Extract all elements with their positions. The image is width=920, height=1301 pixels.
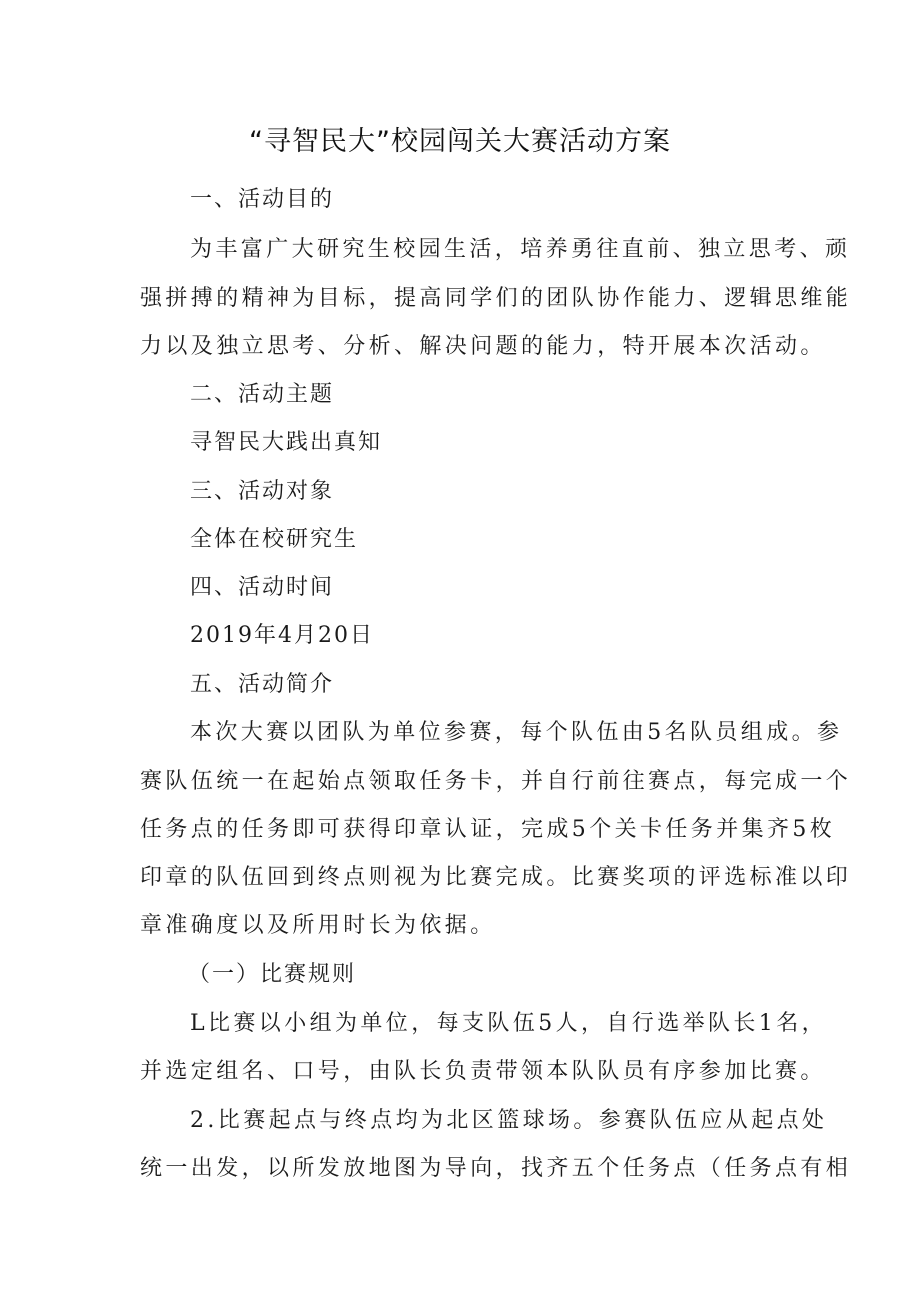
section-heading-time: 四、活动时间	[190, 575, 335, 600]
document-title: “寻智民大”校园闯关大赛活动方案	[249, 126, 671, 157]
paragraph-line: 赛队伍统一在起始点领取任务卡，并自行前往赛点，每完成一个	[140, 769, 852, 794]
section-content-audience: 全体在校研究生	[190, 527, 359, 552]
paragraph-line: 章准确度以及所用时长为依据。	[140, 913, 496, 938]
paragraph-line: 本次大赛以团队为单位参赛，每个队伍由5名队员组成。参	[190, 720, 843, 745]
paragraph-line: 为丰富广大研究生校园生活，培养勇往直前、独立思考、顽	[190, 237, 851, 262]
paragraph-line: 印章的队伍回到终点则视为比赛完成。比赛奖项的评选标准以印	[140, 865, 852, 890]
paragraph-line: 任务点的任务即可获得印章认证，完成5个关卡任务并集齐5枚	[140, 817, 836, 842]
rule-line: 2.比赛起点与终点均为北区篮球场。参赛队伍应从起点处	[190, 1108, 828, 1133]
subsection-heading-rules: （一）比赛规则	[188, 962, 357, 987]
section-heading-theme: 二、活动主题	[190, 382, 335, 407]
section-content-time: 2019年4月20日	[190, 623, 374, 648]
section-heading-purpose: 一、活动目的	[190, 187, 335, 212]
paragraph-line: 强拼搏的精神为目标，提高同学们的团队协作能力、逻辑思维能	[140, 286, 852, 311]
paragraph-line: 力以及独立思考、分析、解决问题的能力，特开展本次活动。	[140, 334, 826, 359]
section-heading-audience: 三、活动对象	[190, 479, 335, 504]
rule-line: 并选定组名、口号，由队长负责带领本队队员有序参加比赛。	[140, 1059, 826, 1084]
rule-line: L比赛以小组为单位，每支队伍5人，自行选举队长1名，	[190, 1011, 828, 1036]
section-heading-intro: 五、活动简介	[190, 672, 335, 697]
rule-line: 统一出发，以所发放地图为导向，找齐五个任务点（任务点有相	[140, 1156, 852, 1181]
section-content-theme: 寻智民大践出真知	[190, 430, 383, 455]
